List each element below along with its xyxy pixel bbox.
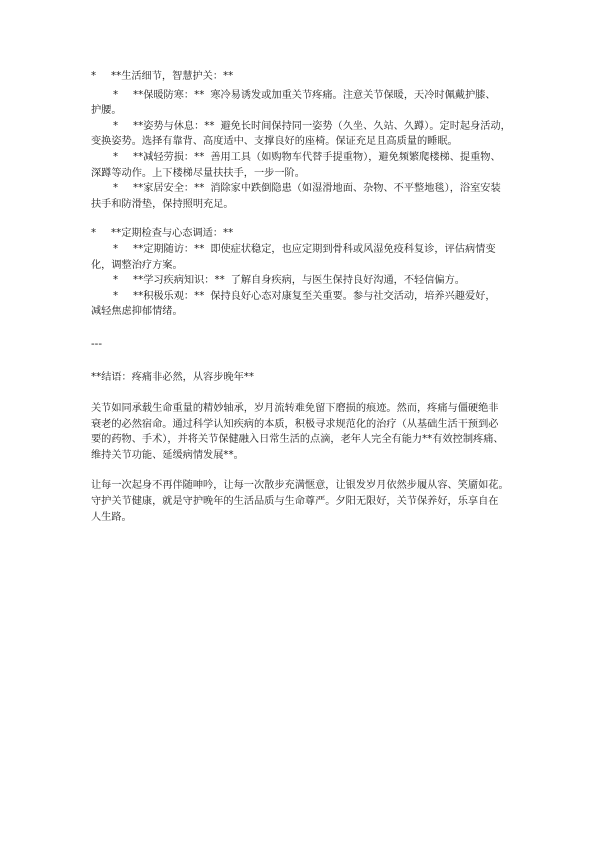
paragraph-line: 要的药物、手术），并将关节保健融入日常生活的点滴，老年人完全有能力**有效控制疼痛、 (91, 434, 504, 446)
list-item-text: 寒冷易诱发或加重关节疼痛。注意关节保暖，天冷时佩戴护膝、 (210, 89, 496, 101)
list-item-home-safety (91, 181, 521, 212)
list-item-label: **家居安全：** (133, 183, 205, 195)
bullet-marker: * (113, 120, 119, 132)
bullet-marker: * (113, 243, 119, 255)
list-item-text: 保持良好心态对康复至关重要。参与社交活动，培养兴趣爱好， (210, 290, 496, 302)
list-item-label: **保暖防寒：** (133, 89, 205, 101)
list-item-regular-followup (91, 242, 521, 273)
list-item-first-line (91, 242, 521, 258)
list-item-label: **学习疾病知识：** (133, 275, 225, 287)
section-heading: **生活细节，智慧护关：** (111, 71, 234, 82)
list-item-label: **姿势与休息：** (133, 120, 215, 132)
bullet-marker: * (113, 183, 119, 195)
list-item-continuation: 减轻焦虑抑郁情绪。 (91, 306, 183, 318)
list-item-continuation: 扶手和防滑垫，保持照明充足。 (91, 198, 234, 210)
bullet-marker: * (91, 228, 97, 240)
paragraph-line: 守护关节健康，就是守护晚年的生活品质与生命尊严。夕阳无限好，关节保养好，乐享自在 (91, 496, 499, 508)
list-item-first-line (91, 181, 521, 197)
list-item-text: 了解自身疾病，与医生保持良好沟通，不轻信偏方。 (230, 275, 465, 287)
section-heading: **定期检查与心态调适：** (111, 228, 234, 240)
list-item-positive-attitude (91, 289, 521, 320)
list-item-first-line (91, 273, 521, 289)
list-item-text: 消除家中跌倒隐患（如湿滑地面、杂物、不平整地毯），浴室安装 (210, 183, 501, 195)
list-item-label: **减轻劳损：** (133, 151, 205, 163)
list-item-first-line (91, 150, 521, 166)
conclusion-paragraph (91, 401, 521, 463)
section-checkup-mindset (91, 226, 521, 320)
list-item-continuation: 化，调整治疗方案。 (91, 259, 183, 271)
section-item-list (91, 242, 521, 320)
paragraph-line: 维持关节功能、延缓病情发展**。 (91, 449, 244, 461)
paragraph-line: 衰老的必然宿命。通过科学认知疾病的本质，积极寻求规范化的治疗（从基础生活干预到必 (91, 418, 499, 430)
list-item-text: 善用工具（如购物车代替手提重物），避免频繁爬楼梯、提重物、 (210, 151, 501, 163)
list-item-reduce-strain (91, 150, 521, 181)
section-item-list (91, 88, 521, 213)
list-item-posture-rest (91, 119, 521, 150)
list-item-label: **积极乐观：** (133, 290, 205, 302)
paragraph-line: 关节如同承载生命重量的精妙轴承，岁月流转难免留下磨损的痕迹。然而，疼痛与僵硬绝非 (91, 403, 499, 415)
section-heading-line (91, 226, 521, 242)
list-item-keep-warm (91, 88, 521, 119)
bullet-marker: * (91, 71, 97, 82)
document-body (91, 69, 521, 525)
list-item-first-line (91, 119, 521, 135)
paragraph-line: 人生路。 (91, 511, 132, 523)
conclusion-heading: **结语：疼痛非必然，从容步晚年** (91, 371, 254, 383)
list-item-disease-knowledge (91, 273, 521, 289)
bullet-marker: * (113, 290, 119, 302)
list-item-text: 即使症状稳定，也应定期到骨科或风湿免疫科复诊，评估病情变 (210, 243, 496, 255)
list-item-continuation: 变换姿势。选择有靠背、高度适中、支撑良好的座椅。保证充足且高质量的睡眠。 (91, 136, 458, 148)
list-item-first-line (91, 88, 521, 104)
section-life-details (91, 69, 521, 212)
list-item-label: **定期随访：** (133, 243, 205, 255)
bullet-marker: * (113, 89, 119, 101)
section-heading-line (91, 69, 521, 85)
text-divider: --- (91, 338, 103, 350)
closing-paragraph (91, 478, 521, 525)
list-item-continuation: 深蹲等动作。上下楼梯尽量扶扶手，一步一阶。 (91, 167, 305, 179)
bullet-marker: * (113, 151, 119, 163)
list-item-text: 避免长时间保持同一姿势（久坐、久站、久蹲）。定时起身活动， (220, 120, 511, 132)
list-item-first-line (91, 289, 521, 305)
list-item-continuation: 护腰。 (91, 105, 122, 117)
bullet-marker: * (113, 275, 119, 287)
paragraph-line: 让每一次起身不再伴随呻吟，让每一次散步充满惬意，让银发岁月依然步履从容、笑靥如花。 (91, 480, 509, 492)
